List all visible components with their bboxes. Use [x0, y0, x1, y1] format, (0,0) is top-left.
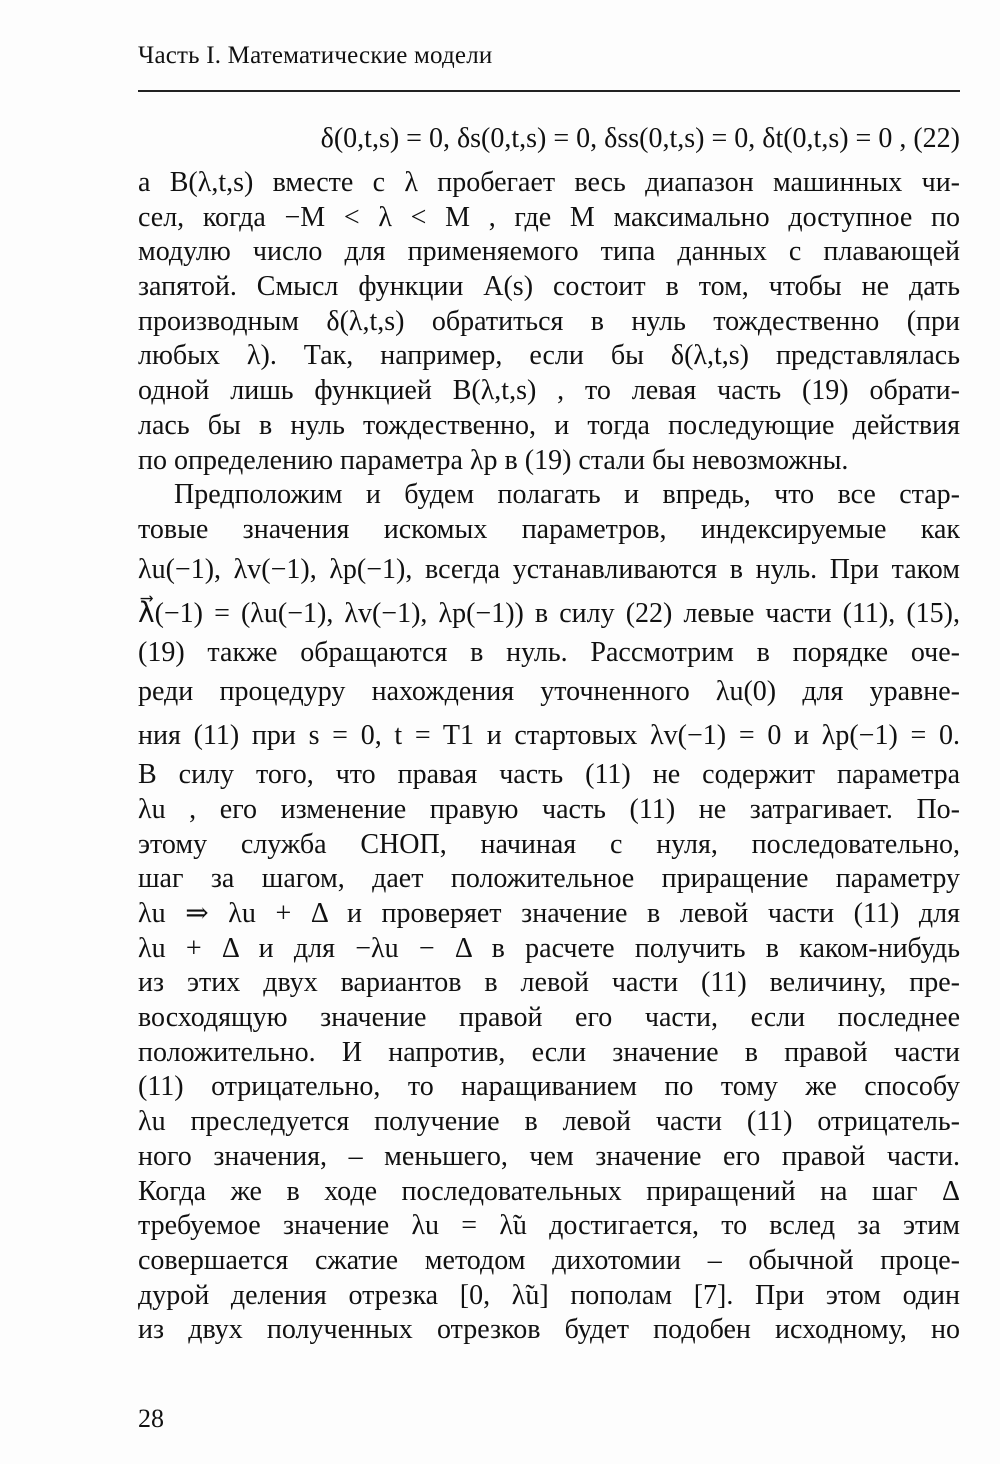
text-line: совершается сжатие методом дихотомии – обычной проце- [138, 1244, 960, 1276]
text-line: В силу того, что правая часть (11) не содержит параметра [138, 759, 960, 791]
text-line: λu + Δ и для −λu − Δ в расчете получить в каком-нибудь [138, 932, 960, 964]
text-line: ния (11) при s = 0, t = T1 и стартовых λv(−1) = 0 и λp(−1) = 0. [138, 720, 960, 752]
text-line: Когда же в ходе последовательных приращений на шаг Δ [138, 1175, 960, 1207]
text-line: восходящую значение правой его части, если последнее [138, 1002, 960, 1034]
text-line: из двух полученных отрезков будет подобен исходному, но [138, 1314, 960, 1346]
text-line: (19) также обращаются в нуль. Рассмотрим в порядке оче- [138, 636, 960, 668]
text-line: этому служба СНОП, начиная с нуля, последовательно, [138, 828, 960, 860]
text-line: реди процедуру нахождения уточненного λu(0) для уравне- [138, 676, 960, 708]
text-line: шаг за шагом, дает положительное приращение параметру [138, 863, 960, 895]
equation-22: δ(0,t,s) = 0, δs(0,t,s) = 0, δss(0,t,s) = 0, δt(0,t,s) = 0 , (22) [320, 123, 960, 154]
text-line: производным δ(λ,t,s) обратиться в нуль тождественно (при [138, 305, 960, 337]
text-line: λu ⇒ λu + Δ и проверяет значение в левой части (11) для [138, 898, 960, 929]
text-line: любых λ). Так, например, если бы δ(λ,t,s) представлялась [138, 340, 960, 372]
text-line: запятой. Смысл функции A(s) состоит в том, чтобы не дать [138, 271, 960, 303]
paragraph-start: Предположим и будем полагать и впредь, что все стар- [174, 479, 960, 511]
text-line: лась бы в нуль тождественно, и тогда последующие действия [138, 409, 960, 441]
text-line: модулю число для применяемого типа данных с плавающей [138, 236, 960, 268]
body-text [138, 112, 960, 1348]
text-line: (11) отрицательно, то наращиванием по тому же способу [138, 1071, 960, 1103]
text-line: λu , его изменение правую часть (11) не затрагивает. По- [138, 793, 960, 825]
text-line: λu преследуется получение в левой части (11) отрицатель- [138, 1106, 960, 1138]
text-line: по определению параметра λp в (19) стали бы невозможны. [138, 444, 849, 476]
text-line: из этих двух вариантов в левой части (11) величину, пре- [138, 967, 960, 999]
page-number: 28 [138, 1404, 164, 1433]
text-line: λ⃗(−1) = (λu(−1), λv(−1), λp(−1)) в силу (22) левые части (11), (15), [138, 597, 960, 629]
text-line: одной лишь функцией B(λ,t,s) , то левая часть (19) обрати- [138, 375, 960, 407]
text-line: λu(−1), λv(−1), λp(−1), всегда устанавливаются в нуль. При таком [138, 553, 960, 585]
text-line: дурой деления отрезка [0, λ̃u] пополам [7]. При этом один [138, 1279, 960, 1311]
running-head: Часть I. Математические модели [138, 42, 493, 69]
header-rule [138, 90, 960, 92]
text-line: требуемое значение λu = λ̃u достигается, то вслед за этим [138, 1210, 960, 1242]
text-line: ного значения, – меньшего, чем значение его правой части. [138, 1140, 960, 1172]
text-line: товые значения искомых параметров, индексируемые как [138, 513, 960, 545]
text-line: сел, когда −M < λ < M , где M максимально доступное по [138, 201, 960, 233]
text-line: а B(λ,t,s) вместе с λ пробегает весь диапазон машинных чи- [138, 167, 960, 198]
text-line: положительно. И напротив, если значение в правой части [138, 1036, 960, 1068]
